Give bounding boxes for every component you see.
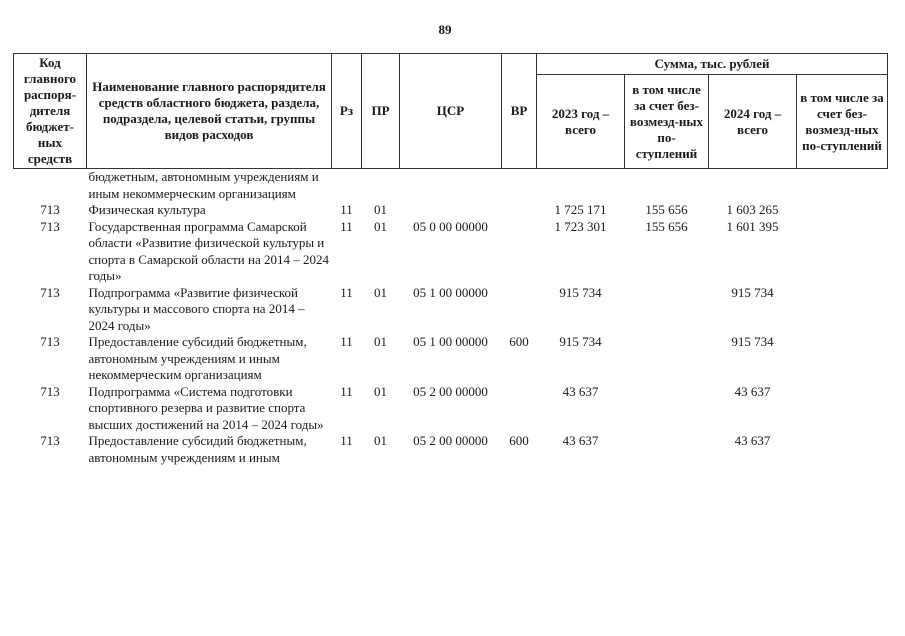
row-2023-free — [625, 334, 709, 384]
row-2023-free — [625, 433, 709, 466]
budget-table — [13, 53, 888, 466]
header-rz: Рз — [332, 54, 362, 169]
row-vr: 600 — [509, 334, 529, 349]
row-2024-total: 43 637 — [734, 383, 771, 399]
row-2023-free — [625, 285, 709, 335]
row-vr — [502, 384, 537, 434]
row-csr: 05 2 00 00000 — [413, 383, 488, 399]
row-2024-free — [797, 384, 888, 434]
row-rz: 11 — [340, 383, 353, 399]
row-name: Государственная программа Самарской области «Развитие физической культуры и спорта в Самарской области на 2014 – 2024 годы» — [88, 218, 329, 283]
row-2023-free — [625, 384, 709, 434]
row-name: бюджетным, автономным учреждениям и иным некоммерческим организациям — [88, 169, 319, 201]
row-code: 713 — [40, 284, 60, 300]
table-row — [14, 202, 888, 219]
row-csr — [400, 202, 502, 219]
table-row — [14, 334, 888, 384]
row-2023-total: 43 637 — [562, 433, 599, 448]
row-csr: 05 0 00 00000 — [413, 218, 488, 234]
row-rz: 11 — [340, 218, 353, 234]
row-rz: 11 — [340, 284, 353, 300]
row-code: 713 — [40, 218, 60, 234]
row-2024-total: 915 734 — [731, 334, 774, 349]
row-2024-total: 43 637 — [734, 433, 771, 448]
table-row — [14, 384, 888, 434]
row-code — [14, 169, 87, 203]
row-csr — [400, 169, 502, 203]
page-number: 89 — [438, 22, 452, 37]
row-rz — [332, 169, 362, 203]
table-row — [14, 219, 888, 285]
row-code: 713 — [40, 334, 60, 349]
row-rz: 11 — [340, 334, 353, 349]
row-vr — [502, 285, 537, 335]
row-2024-total: 1 603 265 — [726, 202, 779, 217]
table-body — [14, 169, 888, 467]
row-2023-free — [625, 169, 709, 203]
row-pr: 01 — [374, 383, 387, 399]
row-code: 713 — [40, 202, 60, 217]
row-pr: 01 — [374, 218, 387, 234]
row-name: Подпрограмма «Развитие физической культуры и массового спорта на 2014 – 2024 годы» — [88, 284, 305, 333]
row-2024-free — [797, 202, 888, 219]
row-pr: 01 — [374, 334, 387, 349]
header-sum: Сумма, тыс. рублей — [537, 54, 888, 75]
row-vr — [502, 219, 537, 285]
header-2024-total: 2024 год – всего — [709, 75, 797, 169]
table-row — [14, 285, 888, 335]
row-2023-total: 915 734 — [559, 284, 602, 300]
row-2023-total: 43 637 — [562, 383, 599, 399]
row-2023-total — [537, 169, 625, 203]
row-vr — [502, 202, 537, 219]
row-2023-total: 915 734 — [559, 334, 602, 349]
row-csr: 05 2 00 00000 — [413, 433, 488, 448]
row-2024-free — [797, 219, 888, 285]
table-row — [14, 169, 888, 203]
header-vr: ВР — [502, 54, 537, 169]
row-code: 713 — [40, 433, 60, 448]
header-code: Код главного распоря-дителя бюджет-ных средств — [14, 54, 87, 169]
row-2023-total: 1 725 171 — [554, 202, 607, 217]
row-2024-total: 915 734 — [731, 284, 774, 300]
row-pr: 01 — [374, 284, 387, 300]
header-2023-free: в том числе за счет без-возмезд-ных по-ступлений — [625, 75, 709, 169]
row-csr: 05 1 00 00000 — [413, 284, 488, 300]
row-vr: 600 — [509, 433, 529, 448]
row-2023-free: 155 656 — [645, 202, 688, 217]
row-name: Подпрограмма «Система подготовки спортивного резерва и развитие спорта высших достижений на 2014 – 2024 годы» — [88, 383, 324, 432]
header-2023-total: 2023 год – всего — [537, 75, 625, 169]
row-rz: 11 — [340, 433, 353, 448]
row-pr: 01 — [374, 202, 387, 217]
row-2024-free — [797, 433, 888, 466]
row-name: Предоставление субсидий бюджетным, автономным учреждениям и иным — [88, 433, 307, 465]
header-pr: ПР — [362, 54, 400, 169]
table-row — [14, 433, 888, 466]
header-csr: ЦСР — [400, 54, 502, 169]
row-2024-total: 1 601 395 — [726, 218, 779, 234]
row-name: Предоставление субсидий бюджетным, автономным учреждениям и иным некоммерческим организациям — [88, 334, 307, 382]
row-2024-free — [797, 169, 888, 203]
header-2024-free: в том числе за счет без-возмезд-ных по-ступлений — [797, 75, 888, 169]
row-rz: 11 — [340, 202, 353, 217]
row-2023-total: 1 723 301 — [554, 218, 607, 234]
row-2024-total — [709, 169, 797, 203]
row-pr: 01 — [374, 433, 387, 448]
row-vr — [502, 169, 537, 203]
row-code: 713 — [40, 383, 60, 399]
row-name: Физическая культура — [88, 202, 206, 217]
row-2023-free: 155 656 — [645, 218, 688, 234]
row-csr: 05 1 00 00000 — [413, 334, 488, 349]
table-header — [14, 54, 888, 169]
row-2024-free — [797, 285, 888, 335]
row-pr — [362, 169, 400, 203]
row-2024-free — [797, 334, 888, 384]
header-name: Наименование главного распорядителя средств областного бюджета, раздела, подраздела, целевой статьи, группы видов расходов — [87, 54, 332, 169]
